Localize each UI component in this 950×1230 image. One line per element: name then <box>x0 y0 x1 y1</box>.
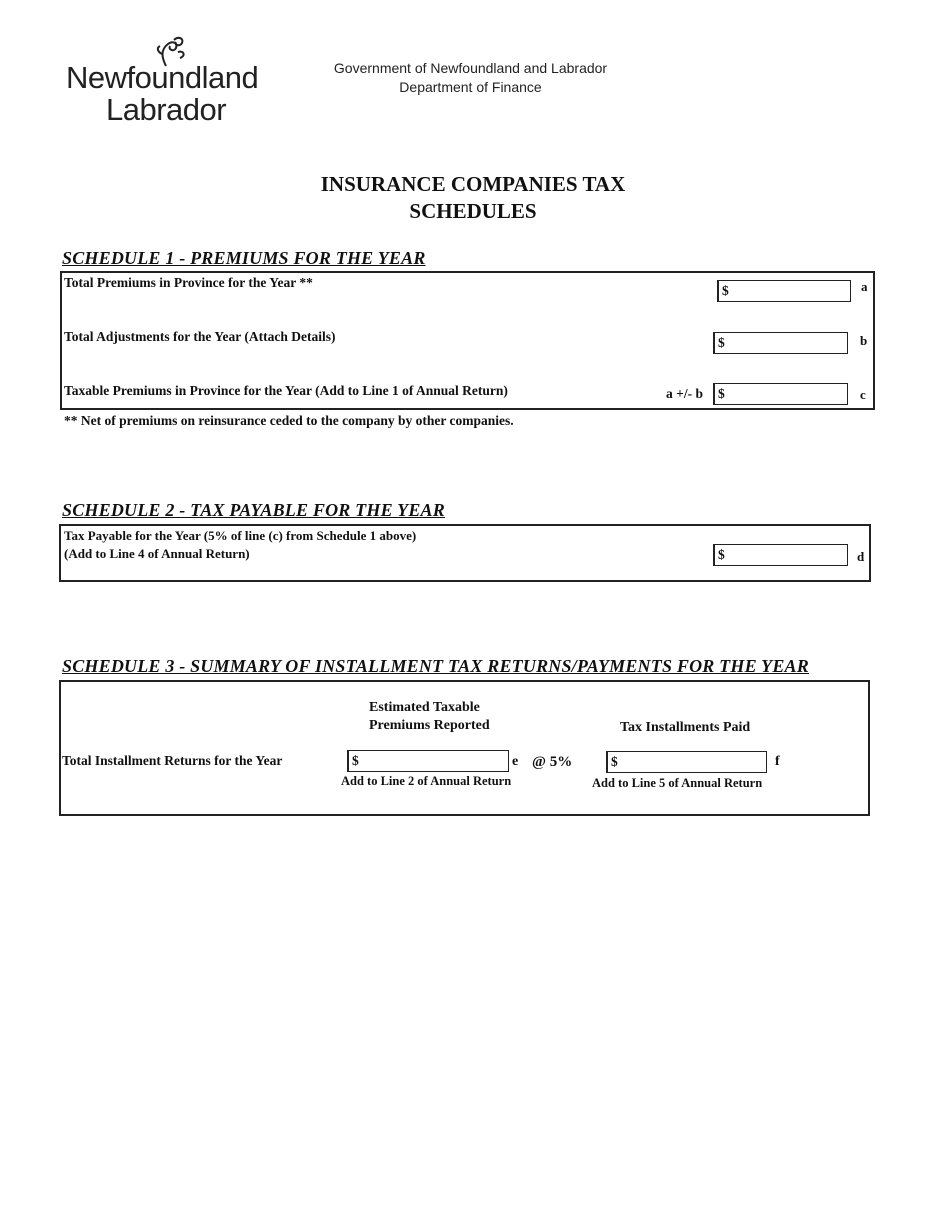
taxable-premiums-formula: a +/- b <box>666 386 703 401</box>
page-title-line2: SCHEDULES <box>409 199 537 223</box>
line-letter-f: f <box>775 754 780 769</box>
tax-installments-header: Tax Installments Paid <box>620 720 751 735</box>
taxable-premiums-label: Taxable Premiums in Province for the Year (Add to Line 1 of Annual Return) <box>64 383 508 398</box>
total-premiums-field[interactable]: $ <box>717 280 851 302</box>
total-adjustments-label: Total Adjustments for the Year (Attach Details) <box>64 329 336 344</box>
page-title-line1: INSURANCE COMPANIES TAX <box>320 172 626 196</box>
estimated-premiums-header-line1: Estimated Taxable <box>369 700 480 715</box>
line-letter-e: e <box>512 754 519 769</box>
tax-payable-field[interactable]: $ <box>713 544 848 566</box>
tax-payable-label: Tax Payable for the Year (5% of line (c) from Schedule 1 above) <box>64 528 417 543</box>
estimated-premiums-field[interactable]: $ <box>347 750 509 772</box>
line-letter-a: a <box>861 279 868 294</box>
department-name: Department of Finance <box>399 79 542 95</box>
line-letter-b: b <box>860 333 868 348</box>
estimated-premiums-header-line2: Premiums Reported <box>369 718 490 733</box>
schedule1-heading: SCHEDULE 1 - PREMIUMS FOR THE YEAR <box>62 248 426 268</box>
total-adjustments-field[interactable]: $ <box>713 332 848 354</box>
tax-rate-label: @ 5% <box>532 754 573 770</box>
tax-installments-caption: Add to Line 5 of Annual Return <box>592 776 763 790</box>
estimated-premiums-caption: Add to Line 2 of Annual Return <box>341 774 512 788</box>
tax-payable-note: (Add to Line 4 of Annual Return) <box>64 546 250 561</box>
line-letter-c: c <box>860 387 866 402</box>
line-letter-d: d <box>857 549 865 564</box>
schedule3-heading: SCHEDULE 3 - SUMMARY OF INSTALLMENT TAX RETURNS/PAYMENTS FOR THE YEAR <box>62 656 809 676</box>
installment-returns-label: Total Installment Returns for the Year <box>62 753 283 768</box>
government-name: Government of Newfoundland and Labrador <box>333 60 608 76</box>
logo-word-newfoundland: Newfoundland <box>66 60 259 95</box>
logo-word-labrador: Labrador <box>106 92 227 127</box>
total-premiums-label: Total Premiums in Province for the Year ** <box>64 275 313 290</box>
tax-installments-field[interactable]: $ <box>606 751 767 773</box>
schedule2-heading: SCHEDULE 2 - TAX PAYABLE FOR THE YEAR <box>62 500 445 520</box>
schedule1-footnote: ** Net of premiums on reinsurance ceded to the company by other companies. <box>64 413 514 428</box>
taxable-premiums-field[interactable]: $ <box>713 383 848 405</box>
